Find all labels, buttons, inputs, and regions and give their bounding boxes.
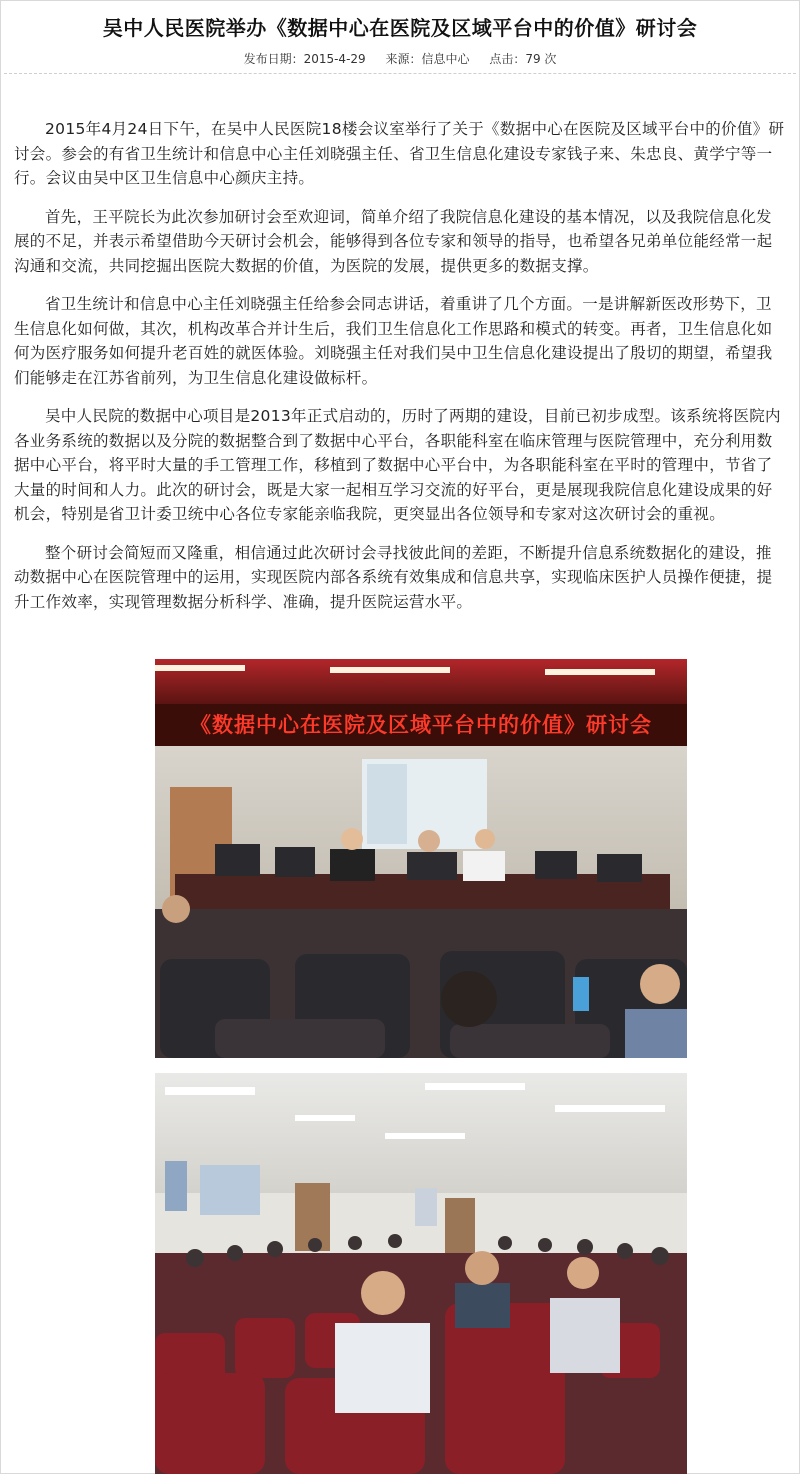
meeting-photo-1: [155, 659, 687, 1058]
article-source: 来源：信息中心: [385, 52, 470, 66]
paragraph-2: 首先，王平院长为此次参加研讨会至欢迎词，简单介绍了我院信息化建设的基本情况，以及我院信息化发展的不足，并表示希望借助今天研讨会机会，能够得到各位专家和领导的指导，也希望各兄弟单位能经常一起沟通和交流，共同挖掘出医院大数据的价值，为医院的发展，提供更多的数据支撑。: [14, 207, 773, 275]
article-meta: [0, 50, 800, 67]
paragraph-4: 吴中人民院的数据中心项目是2013年正式启动的，历时了两期的建设，目前已初步成型。该系统将医院内各业务系统的数据以及分院的数据整合到了数据中心平台，各职能科室在临床管理与医院管理中，充分利用数据中心平台，将平时大量的手工管理工作，移植到了数据中心平台中，为各职能科室在平时的管理中，节省了大量的时间和人力。此次的研讨会，既是大家一起相互学习交流的好平台，更是展现我院信息化建设成果的好机会，特别是省卫计委卫统中心各位专家能亲临我院，更突显出各位领导和专家对这次研讨会的重视。: [14, 407, 781, 523]
article-body: [14, 117, 786, 628]
meeting-photo-2: [155, 1073, 687, 1474]
click-count: 点击：79 次: [489, 52, 557, 66]
paragraph-3: 省卫生统计和信息中心主任刘晓强主任给参会同志讲话，着重讲了几个方面。一是讲解新医改形势下，卫生信息化如何做，其次，机构改革合并计生后，我们卫生信息化工作思路和模式的转变。再者，卫生信息化如何为医疗服务如何提升老百姓的就医体验。刘晓强主任对我们吴中卫生信息化建设提出了殷切的期望，希望我们能够走在江苏省前列，为卫生信息化建设做标杆。: [14, 295, 773, 387]
meeting-banner: 《数据中心在医院及区域平台中的价值》研讨会: [190, 712, 652, 737]
publish-date: 发布日期：2015-4-29: [243, 52, 366, 66]
paragraph-5: 整个研讨会简短而又隆重，相信通过此次研讨会寻找彼此间的差距，不断提升信息系统数据化的建设，推动数据中心在医院管理中的运用，实现医院内部各系统有效集成和信息共享，实现临床医护人员操作便捷，提升工作效率，实现管理数据分析科学、准确，提升医院运营水平。: [14, 543, 773, 611]
paragraph-1: 2015年4月24日下午，在吴中人民医院18楼会议室举行了关于《数据中心在医院及区域平台中的价值》研讨会。参会的有省卫生统计和信息中心主任刘晓强主任、省卫生信息化建设专家钱子来、朱忠良、黄学宁等一行。会议由吴中区卫生信息中心颜庆主持。: [14, 120, 785, 187]
meeting-photo-2-illustration: [155, 1073, 687, 1474]
article-title: 吴中人民医院举办《数据中心在医院及区域平台中的价值》研讨会: [102, 16, 698, 40]
title-divider: [4, 73, 796, 74]
